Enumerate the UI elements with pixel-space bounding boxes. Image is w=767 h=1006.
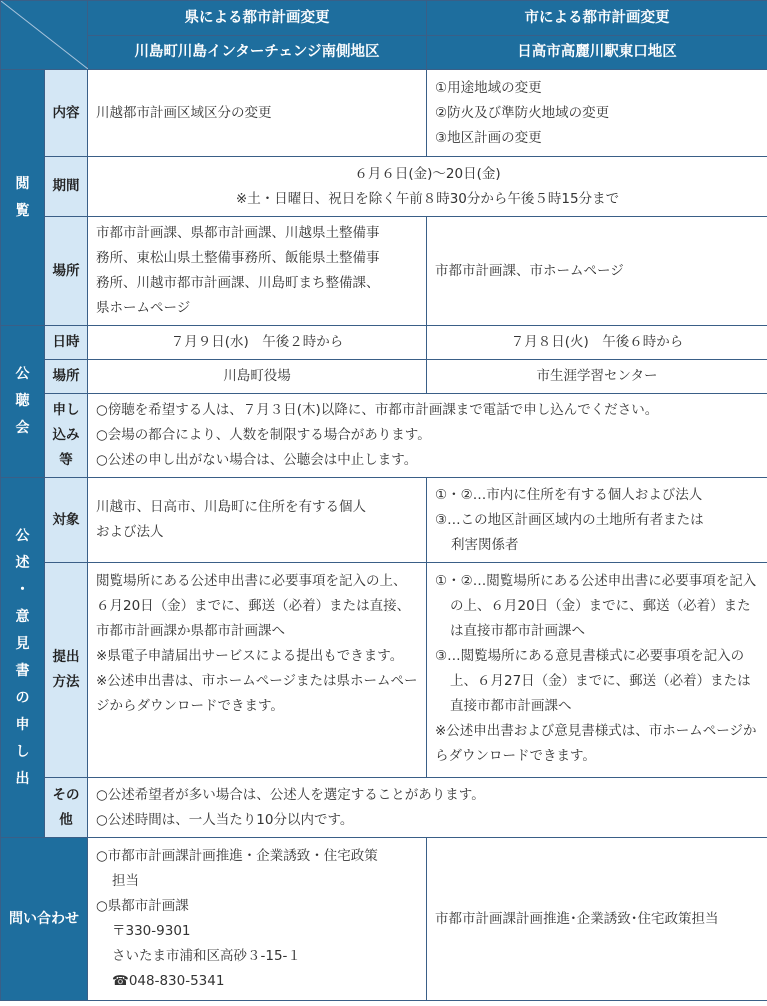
category-etsuran: 閲 覧: [1, 70, 45, 326]
label-nichiji: 日時: [45, 326, 88, 360]
header-pref: 県による都市計画変更: [88, 1, 427, 36]
naiyo-city: ①用途地域の変更 ②防火及び準防火地域の変更 ③地区計画の変更: [427, 70, 767, 157]
kaijo-pref: 川島町役場: [88, 360, 427, 394]
toiawase-city: 市都市計画課計画推進･企業誘致･住宅政策担当: [427, 838, 767, 1001]
area-city: 日高市高麗川駅東口地区: [427, 36, 767, 70]
basho-pref: 市都市計画課、県都市計画課、川越県土整備事 務所、東松山県土整備事務所、飯能県土整備事 務所、川越市都市計画課、川島町まち整備課、 県ホームページ: [88, 217, 427, 326]
nichiji-city: ７月８日(火) 午後６時から: [427, 326, 767, 360]
basho-city: 市都市計画課、市ホームページ: [427, 217, 767, 326]
naiyo-pref: 川越都市計画区域区分の変更: [88, 70, 427, 157]
category-toiawase: 問い合わせ: [1, 838, 88, 1001]
tel-number: ☎048-830-5341: [112, 973, 225, 989]
header-city: 市による都市計画変更: [427, 1, 767, 36]
taisho-pref: 川越市、日高市、川島町に住所を有する個人 および法人: [88, 478, 427, 563]
corner-diagonal: [1, 1, 88, 69]
sonota-value: ○公述希望者が多い場合は、公述人を選定することがあります。 ○公述時間は、一人当たり10分以内です。: [88, 778, 767, 838]
label-basho: 場所: [45, 217, 88, 326]
area-pref: 川島町川島インターチェンジ南側地区: [88, 36, 427, 70]
label-teishutsu: 提出 方法: [45, 563, 88, 778]
nichiji-pref: ７月９日(水) 午後２時から: [88, 326, 427, 360]
category-kochokai: 公 聴 会: [1, 326, 45, 478]
kikan-value: ６月６日(金)～20日(金) ※土・日曜日、祝日を除く午前８時30分から午後５時15分まで: [88, 157, 767, 217]
moshikomi-value: ○傍聴を希望する人は、７月３日(木)以降に、市都市計画課まで電話で申し込んでください。 ○会場の都合により、人数を制限する場合があります。 ○公述の申し出がない場合は、公聴会は中止します。: [88, 394, 767, 478]
label-naiyo: 内容: [45, 70, 88, 157]
toiawase-pref: ○市都市計画課計画推進・企業誘致・住宅政策 担当 ○県都市計画課 〒330-9301 さいたま市浦和区高砂３-15-１ ☎048-830-5341: [88, 838, 427, 1001]
label-moshikomi: 申し 込み 等: [45, 394, 88, 478]
taisho-city: ①・②…市内に住所を有する個人および法人 ③…この地区計画区域内の土地所有者または 利害関係者: [427, 478, 767, 563]
label-kikan: 期間: [45, 157, 88, 217]
label-taisho: 対象: [45, 478, 88, 563]
label-sonota: その 他: [45, 778, 88, 838]
category-kojutsu: 公 述 ・ 意 見 書 の 申 し 出: [1, 478, 45, 838]
kaijo-city: 市生涯学習センター: [427, 360, 767, 394]
label-kaijo: 場所: [45, 360, 88, 394]
corner-cell: [1, 1, 88, 70]
teishutsu-city: ①・②…閲覧場所にある公述申出書に必要事項を記入の上、６月20日（金）までに、郵送（必着）または直接市都市計画課へ ③…閲覧場所にある意見書様式に必要事項を記入の上、６月27日（金）までに、郵送（必着）または直接市都市計画課へ ※公述申出書および意見書様式は、市ホームページからダウンロードできます。: [427, 563, 767, 778]
teishutsu-pref: 閲覧場所にある公述申出書に必要事項を記入の上、６月20日（金）までに、郵送（必着）または直接、市都市計画課か県都市計画課へ ※県電子申請届出サービスによる提出もできます。 ※公述申出書は、市ホームページまたは県ホームページからダウンロードできます。: [88, 563, 427, 778]
